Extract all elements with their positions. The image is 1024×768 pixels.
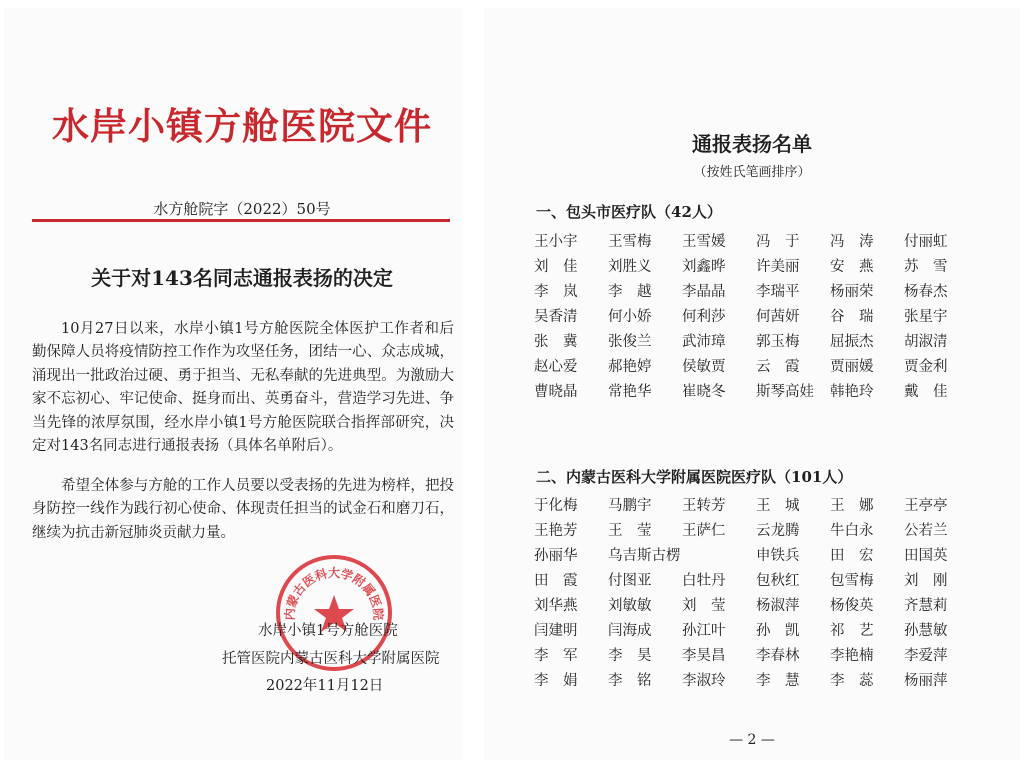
list-name: 孙丽华 [534, 548, 578, 564]
list-name: 孙慧敏 [904, 623, 948, 639]
list-name: 包雪梅 [830, 573, 874, 589]
list-name: 王雪媛 [682, 234, 726, 250]
list-name: 许美丽 [756, 259, 800, 275]
list-name: 闫海成 [608, 623, 652, 639]
list-name: 刘 刚 [904, 573, 948, 589]
list-name: 韩艳玲 [830, 384, 874, 400]
list-name: 王小宇 [534, 234, 578, 250]
list-name: 刘鑫晔 [682, 259, 726, 275]
list-name: 云 霞 [756, 359, 800, 375]
list-name: 安 燕 [830, 259, 874, 275]
issuer-line-2: 托管医院内蒙古医科大学附属医院 [222, 651, 440, 667]
list-name: 田国英 [904, 548, 948, 564]
page-number: — 2 — [729, 732, 775, 748]
body-paragraph-1: 10月27日以来，水岸小镇1号方舱医院全体医护工作者和后勤保障人员将疫情防控工作作为攻坚任务，团结一心、众志成城，涌现出一批政治过硬、勇于担当、无私奉献的先进典型。为激励大家不忘初心、牢记使命、挺身而出、英勇奋斗，营造学习先进、争当先锋的浓厚氛围，经水岸小镇1号方舱医院联合指挥部研究，决定对143名同志进行通报表扬（具体名单附后）。 [32, 321, 454, 455]
list-name: 苏 雪 [904, 259, 948, 275]
list-name: 李瑞平 [756, 284, 800, 300]
list-title: 通报表扬名单 [692, 132, 812, 156]
decision-page [4, 8, 466, 760]
list-name: 公若兰 [904, 523, 948, 539]
list-name: 斯琴高娃 [756, 384, 814, 400]
list-name: 贾丽媛 [830, 359, 874, 375]
list-name: 刘 莹 [682, 598, 726, 614]
document-number: 水方舱院字（2022）50号 [153, 200, 331, 218]
list-name: 李春林 [756, 648, 800, 664]
list-name: 杨俊英 [830, 598, 874, 614]
list-name: 付图亚 [608, 573, 652, 589]
list-name: 王 城 [756, 498, 800, 514]
list-name: 刘胜义 [608, 259, 652, 275]
list-name: 云龙腾 [756, 523, 800, 539]
list-name: 白牡丹 [682, 573, 726, 589]
name-grid-imu-hospital [534, 494, 978, 694]
list-name: 刘 佳 [534, 259, 578, 275]
list-name: 李艳楠 [830, 648, 874, 664]
list-name: 杨春杰 [904, 284, 948, 300]
name-grid-baotou [534, 230, 978, 405]
list-name: 刘华燕 [534, 598, 578, 614]
list-name: 王 莹 [608, 523, 652, 539]
list-name: 李 蕊 [830, 673, 874, 689]
list-name: 冯 涛 [830, 234, 874, 250]
list-name: 张俊兰 [608, 334, 652, 350]
list-name: 付丽虹 [904, 234, 948, 250]
section-header-imu-hospital: 二、内蒙古医科大学附属医院医疗队（101人） [536, 468, 853, 486]
list-name: 郭玉梅 [756, 334, 800, 350]
list-name: 李 越 [608, 284, 652, 300]
section-header-baotou: 一、包头市医疗队（42人） [536, 203, 722, 221]
list-name: 李 铭 [608, 673, 652, 689]
list-name: 马鹏宇 [608, 498, 652, 514]
list-name: 何茜妍 [756, 309, 800, 325]
list-name: 闫建明 [534, 623, 578, 639]
list-name: 孙 凯 [756, 623, 800, 639]
list-name: 王萨仁 [682, 523, 726, 539]
list-name: 李爱萍 [904, 648, 948, 664]
list-name: 王转芳 [682, 498, 726, 514]
list-name: 武沛璋 [682, 334, 726, 350]
list-name: 崔晓冬 [682, 384, 726, 400]
decision-title: 关于对143名同志通报表扬的决定 [91, 266, 393, 290]
list-name: 李 岚 [534, 284, 578, 300]
list-name: 李淑玲 [682, 673, 726, 689]
list-name: 乌吉斯古楞 [608, 548, 681, 564]
issuer-line-1: 水岸小镇1号方舱医院 [258, 623, 398, 639]
list-name: 申铁兵 [756, 548, 800, 564]
list-name: 牛白永 [830, 523, 874, 539]
list-name: 田 宏 [830, 548, 874, 564]
list-name: 杨丽荣 [830, 284, 874, 300]
list-name: 孙江叶 [682, 623, 726, 639]
list-name: 李昊昌 [682, 648, 726, 664]
seal-text: 内蒙古医科大学附属医院 [282, 566, 386, 621]
list-name: 胡淑清 [904, 334, 948, 350]
list-name: 齐慧莉 [904, 598, 948, 614]
list-name: 王雪梅 [608, 234, 652, 250]
list-name: 张星宇 [904, 309, 948, 325]
red-divider [32, 219, 450, 222]
list-name: 常艳华 [608, 384, 652, 400]
list-name: 杨丽萍 [904, 673, 948, 689]
list-name: 何小娇 [608, 309, 652, 325]
list-name: 吴香清 [534, 309, 578, 325]
list-name: 李 昊 [608, 648, 652, 664]
name-list-page [484, 8, 1020, 760]
page-gutter [462, 0, 486, 768]
document-title: 水岸小镇方舱医院文件 [52, 104, 432, 148]
list-name: 包秋红 [756, 573, 800, 589]
list-name: 何利莎 [682, 309, 726, 325]
list-name: 赵心爱 [534, 359, 578, 375]
issue-date: 2022年11月12日 [266, 678, 384, 694]
list-name: 张 冀 [534, 334, 578, 350]
list-name: 冯 于 [756, 234, 800, 250]
list-name: 祁 艺 [830, 623, 874, 639]
body-paragraph-2: 希望全体参与方舱的工作人员要以受表扬的先进为榜样，把投身防控一线作为践行初心使命、体现责任担当的试金石和磨刀石，继续为抗击新冠肺炎贡献力量。 [32, 478, 454, 541]
list-name: 王亭亭 [904, 498, 948, 514]
list-name: 王艳芳 [534, 523, 578, 539]
list-name [682, 544, 756, 569]
list-name: 李 慧 [756, 673, 800, 689]
list-name: 杨淑萍 [756, 598, 800, 614]
list-name: 郝艳婷 [608, 359, 652, 375]
list-name: 李 娟 [534, 673, 578, 689]
list-name: 侯敏贾 [682, 359, 726, 375]
list-name: 谷 瑞 [830, 309, 874, 325]
list-name: 戴 佳 [904, 384, 948, 400]
list-subtitle: （按姓氏笔画排序） [693, 165, 811, 180]
list-name: 李 军 [534, 648, 578, 664]
list-name: 于化梅 [534, 498, 578, 514]
list-name: 屈振杰 [830, 334, 874, 350]
list-name: 刘敏敏 [608, 598, 652, 614]
list-name: 曹晓晶 [534, 384, 578, 400]
list-name: 贾金利 [904, 359, 948, 375]
list-name: 田 霞 [534, 573, 578, 589]
list-name: 李晶晶 [682, 284, 726, 300]
list-name: 王 娜 [830, 498, 874, 514]
